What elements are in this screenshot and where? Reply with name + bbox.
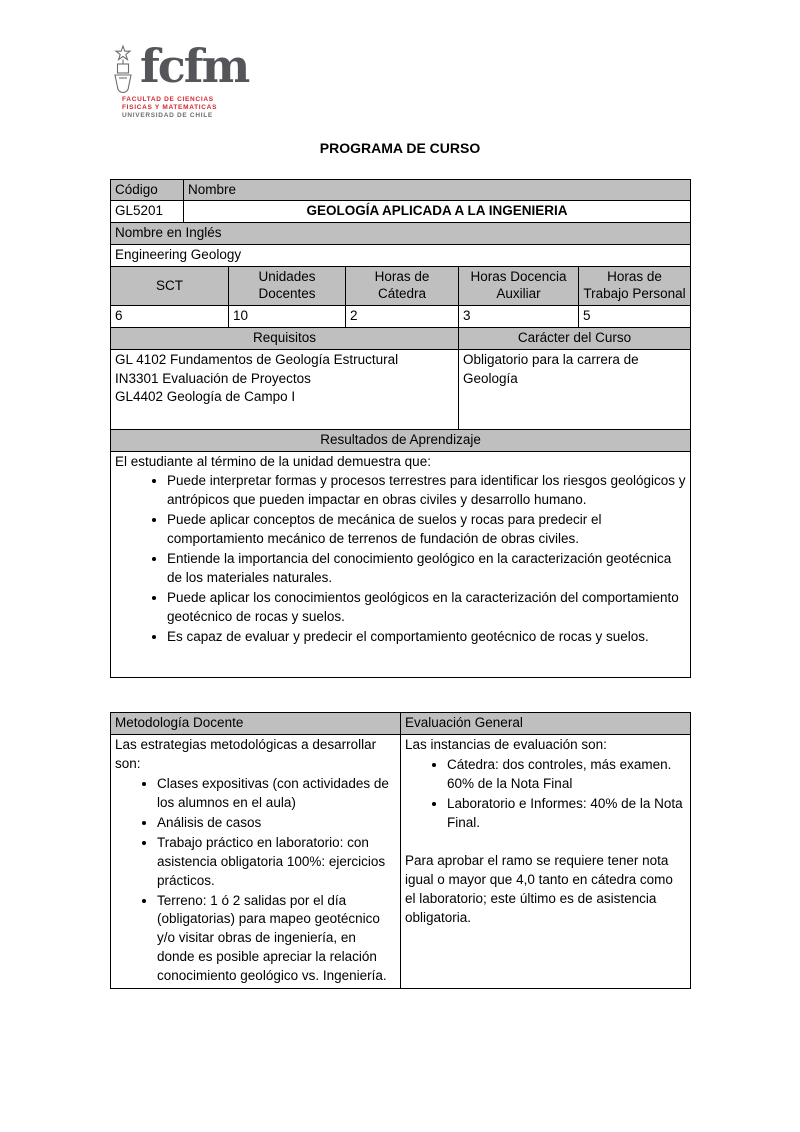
resultados-bullet-list	[115, 472, 686, 646]
evaluacion-value-cell	[401, 735, 691, 989]
metodologia-bullet-list	[115, 775, 396, 986]
horas-docencia-header-cell: Horas Docencia Auxiliar	[459, 267, 579, 306]
faculty-line-2: FISICAS Y MATEMATICAS	[122, 104, 218, 111]
sct-value-cell: 6	[111, 305, 229, 327]
bullet-item: • Puede aplicar los conocimientos geológicos en la caracterización del comportamiento geotécnico de rocas y suelos.	[167, 589, 686, 627]
unidades-docentes-value-cell: 10	[229, 305, 346, 327]
bullet-item: • Terreno: 1 ó 2 salidas por el día (obligatorias) para mapeo geotécnico y/o visitar obras de ingeniería, en donde es posible apreciar la relación conocimiento geológico vs. Ingeniería.	[157, 892, 396, 986]
evaluacion-note: Para aprobar el ramo se requiere tener nota igual o mayor que 4,0 tanto en cátedra como el laboratorio; este último es de asistencia obligatoria.	[405, 852, 673, 925]
horas-docencia-value-cell: 3	[459, 305, 579, 327]
evaluacion-bullet-list	[405, 756, 686, 833]
bullet-item: • Análisis de casos	[157, 814, 396, 833]
metodologia-value-cell	[111, 735, 401, 989]
faculty-line-1: FACULTAD DE CIENCIAS	[122, 96, 214, 103]
horas-catedra-value-cell: 2	[346, 305, 459, 327]
table-row	[111, 267, 691, 306]
codigo-value-cell: GL5201	[111, 201, 184, 223]
methodology-evaluation-table	[110, 712, 691, 988]
caracter-header-cell: Carácter del Curso	[459, 327, 691, 349]
bullet-item: • Cátedra: dos controles, más examen. 60% de la Nota Final	[447, 756, 686, 794]
table-row	[111, 245, 691, 267]
horas-trabajo-value-cell: 5	[579, 305, 691, 327]
university-line: UNIVERSIDAD DE CHILE	[122, 112, 213, 119]
requisitos-value-cell	[111, 349, 459, 429]
bullet-item: • Trabajo práctico en laboratorio: con asistencia obligatoria 100%: ejercicios prácticos.	[157, 834, 396, 891]
table-row	[111, 713, 691, 735]
table-row	[111, 327, 691, 349]
bullet-item: • Laboratorio e Informes: 40% de la Nota Final.	[447, 795, 686, 833]
fcfm-logo	[110, 39, 690, 119]
horas-trabajo-header-cell: Horas de Trabajo Personal	[579, 267, 691, 306]
unidades-docentes-header-cell: Unidades Docentes	[229, 267, 346, 306]
table-row	[111, 451, 691, 678]
requisitos-header-cell: Requisitos	[111, 327, 459, 349]
table-row	[111, 305, 691, 327]
university-seal-icon	[110, 45, 136, 99]
requisito-line: IN3301 Evaluación de Proyectos	[115, 370, 311, 386]
table-row	[111, 201, 691, 223]
table-row	[111, 735, 691, 989]
bullet-item: • Clases expositivas (con actividades de los alumnos en el aula)	[157, 775, 396, 813]
table-row	[111, 179, 691, 201]
evaluacion-header-cell: Evaluación General	[401, 713, 691, 735]
logo-caption	[122, 96, 690, 120]
table-row	[111, 429, 691, 451]
nombre-value-cell: GEOLOGÍA APLICADA A LA INGENIERIA	[184, 201, 691, 223]
resultados-value-cell	[111, 451, 691, 678]
page-title: PROGRAMA DE CURSO	[319, 140, 481, 156]
course-info-table	[110, 179, 691, 679]
nombre-ingles-header-cell: Nombre en Inglés	[111, 223, 691, 245]
bullet-item: • Puede aplicar conceptos de mecánica de suelos y rocas para predecir el comportamiento mecánico de terrenos de fundación de obras civiles.	[167, 511, 686, 549]
horas-catedra-header-cell: Horas de Cátedra	[346, 267, 459, 306]
bullet-item: • Puede interpretar formas y procesos terrestres para identificar los riesgos geológicos y antrópicos que pueden impactar en obras civiles y desarrollo humano.	[167, 472, 686, 510]
bullet-item: • Es capaz de evaluar y predecir el comportamiento geotécnico de rocas y suelos.	[167, 628, 686, 647]
resultados-header-cell: Resultados de Aprendizaje	[111, 429, 691, 451]
bullet-item: • Entiende la importancia del conocimiento geológico en la caracterización geotécnica de los materiales naturales.	[167, 550, 686, 588]
table-row	[111, 349, 691, 429]
nombre-ingles-value-cell: Engineering Geology	[111, 245, 691, 267]
caracter-value-cell: Obligatorio para la carrera de Geología	[459, 349, 691, 429]
evaluacion-intro: Las instancias de evaluación son:	[405, 737, 607, 753]
table-row	[111, 223, 691, 245]
requisito-line: GL 4102 Fundamentos de Geología Estructural	[115, 351, 399, 367]
metodologia-intro: Las estrategias metodológicas a desarrollar son:	[115, 737, 377, 772]
metodologia-header-cell: Metodología Docente	[111, 713, 401, 735]
fcfm-wordmark: fcfm	[140, 39, 249, 93]
sct-header-cell: SCT	[111, 267, 229, 306]
requisito-line: GL4402 Geología de Campo I	[115, 389, 296, 405]
resultados-intro: El estudiante al término de la unidad demuestra que:	[115, 453, 431, 469]
nombre-header-cell: Nombre	[184, 179, 691, 201]
codigo-header-cell: Código	[111, 179, 184, 201]
